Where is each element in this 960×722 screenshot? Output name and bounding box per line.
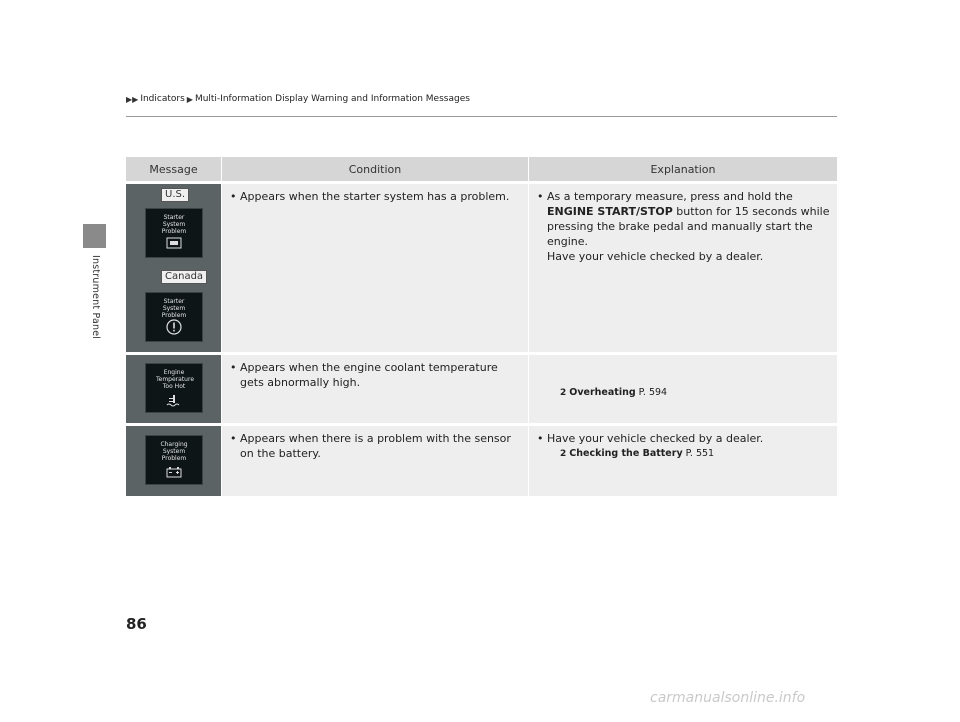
starter-system-icon — [166, 237, 182, 249]
breadcrumb — [126, 94, 470, 104]
message-table — [126, 157, 837, 496]
reference-arrow-icon: 2 — [560, 449, 567, 459]
condition-cell: • Appears when the engine coolant temperature gets abnormally high. — [222, 355, 528, 423]
explanation-text: Have your vehicle checked by a dealer. — [547, 432, 764, 445]
warning-circle-icon — [165, 318, 183, 336]
page-number: 86 — [126, 615, 147, 633]
breadcrumb-item-current[interactable]: Multi-Information Display Warning and Information Messages — [194, 94, 470, 104]
header-message: Message — [149, 162, 198, 176]
explanation-cell — [529, 355, 837, 423]
display-screen-charging: Charging System Problem — [145, 435, 203, 485]
display-screen-starter-us: Starter System Problem — [145, 208, 203, 258]
cross-reference-link[interactable]: 2 Checking the Battery P. 551 — [560, 446, 831, 462]
header-condition: Condition — [348, 162, 402, 176]
display-screen-starter-canada: Starter System Problem — [145, 292, 203, 342]
table-row — [126, 184, 837, 352]
reference-arrow-icon: 2 — [560, 388, 567, 398]
condition-cell: • Appears when there is a problem with the sensor on the battery. — [222, 426, 528, 496]
explanation-cell: • As a temporary measure, press and hold the ENGINE START/STOP button for 15 seconds while pressing the brake pedal and manually start the engine. Have your vehicle checked by a dealer. — [529, 184, 837, 352]
table-row — [126, 426, 837, 496]
table-row — [126, 355, 837, 423]
region-tag-canada: Canada — [161, 270, 207, 284]
header-divider — [126, 116, 837, 117]
condition-cell: • Appears when the starter system has a problem. — [222, 184, 528, 352]
coolant-temperature-icon — [166, 394, 182, 408]
condition-text: Appears when the engine coolant temperature gets abnormally high. — [240, 361, 498, 389]
cross-reference-link[interactable]: 2 Overheating P. 594 — [560, 385, 831, 401]
section-tab-marker — [83, 224, 106, 248]
message-cell — [126, 184, 221, 352]
battery-icon — [166, 466, 182, 478]
condition-text: Appears when there is a problem with the sensor on the battery. — [240, 432, 511, 460]
display-screen-engine-temp: Engine Temperature Too Hot — [145, 363, 203, 413]
breadcrumb-arrow-icon: ▶▶ — [126, 94, 139, 104]
explanation-cell: • Have your vehicle checked by a dealer. 2 Checking the Battery P. 551 — [529, 426, 837, 496]
table-header — [126, 157, 837, 181]
breadcrumb-arrow-icon: ▶ — [186, 94, 193, 104]
header-explanation: Explanation — [650, 162, 716, 176]
message-cell — [126, 426, 221, 496]
sidebar-section-label: Instrument Panel — [90, 255, 101, 340]
watermark: carmanualsonline.info — [650, 690, 806, 706]
region-tag-us: U.S. — [161, 188, 189, 202]
explanation-text: As a temporary measure, press and hold the ENGINE START/STOP button for 15 seconds while pressing the brake pedal and manually start the engine. Have your vehicle checked by a dealer. — [547, 190, 830, 263]
condition-text: Appears when the starter system has a problem. — [240, 190, 510, 203]
message-cell — [126, 355, 221, 423]
breadcrumb-item-indicators[interactable]: Indicators — [140, 94, 185, 104]
button-name: ENGINE START/STOP — [547, 205, 673, 218]
